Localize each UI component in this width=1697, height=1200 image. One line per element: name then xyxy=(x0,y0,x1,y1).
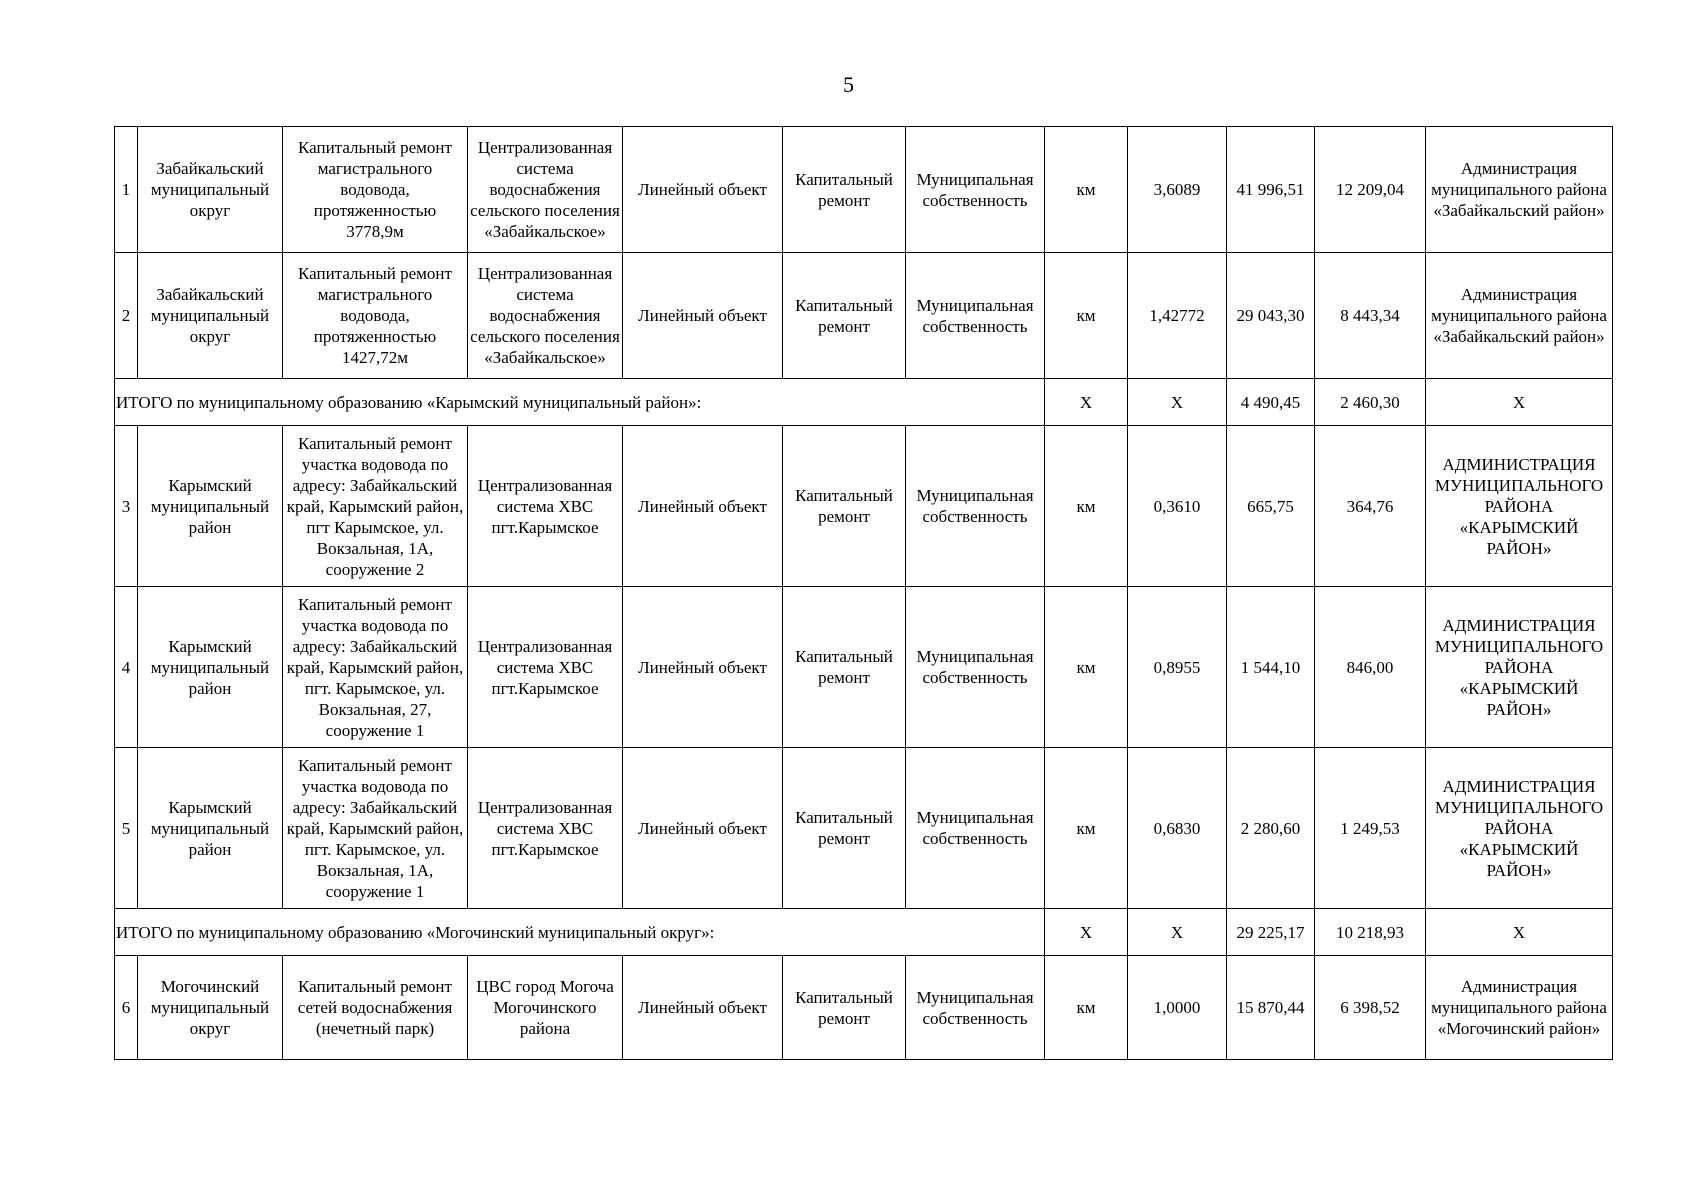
administration-cell: Администрация муниципального района «Могочинский район» xyxy=(1426,956,1613,1060)
municipality-cell: Карымский муниципальный район xyxy=(138,587,283,748)
cost-total-cell: 29 225,17 xyxy=(1227,909,1315,956)
ownership-cell: Муниципальная собственность xyxy=(906,587,1045,748)
table-row xyxy=(115,587,1613,748)
work-description-cell: Капитальный ремонт участка водовода по адресу: Забайкальский край, Карымский район, пгт. Карымское, ул. Вокзальная, 27, сооружение 1 xyxy=(283,587,468,748)
administration-cell: Х xyxy=(1426,909,1613,956)
administration-cell: АДМИНИСТРАЦИЯ МУНИЦИПАЛЬНОГО РАЙОНА «КАРЫМСКИЙ РАЙОН» xyxy=(1426,748,1613,909)
quantity-cell: Х xyxy=(1128,379,1227,426)
page-number: 5 xyxy=(843,72,854,97)
quantity-cell: Х xyxy=(1128,909,1227,956)
cost-share-cell: 364,76 xyxy=(1315,426,1426,587)
cost-share-cell: 6 398,52 xyxy=(1315,956,1426,1060)
object-type-cell: Линейный объект xyxy=(623,127,783,253)
work-description-cell: Капитальный ремонт сетей водоснабжения (нечетный парк) xyxy=(283,956,468,1060)
total-row xyxy=(115,379,1613,426)
unit-cell: Х xyxy=(1045,379,1128,426)
administration-cell: Администрация муниципального района «Забайкальский район» xyxy=(1426,127,1613,253)
repair-type-cell: Капитальный ремонт xyxy=(783,748,906,909)
cost-total-cell: 15 870,44 xyxy=(1227,956,1315,1060)
cost-share-cell: 8 443,34 xyxy=(1315,253,1426,379)
cost-share-cell: 2 460,30 xyxy=(1315,379,1426,426)
row-number: 1 xyxy=(115,127,138,253)
repair-type-cell: Капитальный ремонт xyxy=(783,127,906,253)
unit-cell: км xyxy=(1045,127,1128,253)
work-description-cell: Капитальный ремонт участка водовода по адресу: Забайкальский край, Карымский район, пгт Карымское, ул. Вокзальная, 1А, сооружение 2 xyxy=(283,426,468,587)
object-type-cell: Линейный объект xyxy=(623,748,783,909)
work-description-cell: Капитальный ремонт магистрального водовода, протяженностью 1427,72м xyxy=(283,253,468,379)
quantity-cell: 1,0000 xyxy=(1128,956,1227,1060)
object-type-cell: Линейный объект xyxy=(623,587,783,748)
municipality-cell: Забайкальский муниципальный округ xyxy=(138,253,283,379)
table-row xyxy=(115,426,1613,587)
cost-total-cell: 665,75 xyxy=(1227,426,1315,587)
table-row xyxy=(115,127,1613,253)
quantity-cell: 0,8955 xyxy=(1128,587,1227,748)
ownership-cell: Муниципальная собственность xyxy=(906,748,1045,909)
cost-total-cell: 2 280,60 xyxy=(1227,748,1315,909)
quantity-cell: 3,6089 xyxy=(1128,127,1227,253)
municipality-cell: Карымский муниципальный район xyxy=(138,426,283,587)
cost-share-cell: 1 249,53 xyxy=(1315,748,1426,909)
administration-cell: АДМИНИСТРАЦИЯ МУНИЦИПАЛЬНОГО РАЙОНА «КАРЫМСКИЙ РАЙОН» xyxy=(1426,587,1613,748)
object-type-cell: Линейный объект xyxy=(623,253,783,379)
object-type-cell: Линейный объект xyxy=(623,426,783,587)
total-row xyxy=(115,909,1613,956)
row-number: 4 xyxy=(115,587,138,748)
unit-cell: км xyxy=(1045,956,1128,1060)
table-row xyxy=(115,748,1613,909)
repair-type-cell: Капитальный ремонт xyxy=(783,426,906,587)
repair-type-cell: Капитальный ремонт xyxy=(783,253,906,379)
unit-cell: км xyxy=(1045,587,1128,748)
unit-cell: км xyxy=(1045,426,1128,587)
unit-cell: км xyxy=(1045,253,1128,379)
municipality-cell: Могочинский муниципальный округ xyxy=(138,956,283,1060)
row-number: 2 xyxy=(115,253,138,379)
unit-cell: Х xyxy=(1045,909,1128,956)
quantity-cell: 0,6830 xyxy=(1128,748,1227,909)
cost-share-cell: 10 218,93 xyxy=(1315,909,1426,956)
total-label: ИТОГО по муниципальному образованию «Карымский муниципальный район»: xyxy=(115,379,1045,426)
water-system-cell: Централизованная система ХВС пгт.Карымское xyxy=(468,587,623,748)
water-system-cell: Централизованная система ХВС пгт.Карымское xyxy=(468,748,623,909)
row-number: 6 xyxy=(115,956,138,1060)
administration-cell: Администрация муниципального района «Забайкальский район» xyxy=(1426,253,1613,379)
row-number: 5 xyxy=(115,748,138,909)
water-system-cell: Централизованная система водоснабжения сельского поселения «Забайкальское» xyxy=(468,253,623,379)
cost-total-cell: 4 490,45 xyxy=(1227,379,1315,426)
total-label: ИТОГО по муниципальному образованию «Могочинский муниципальный округ»: xyxy=(115,909,1045,956)
repair-objects-table xyxy=(114,126,1613,1060)
administration-cell: АДМИНИСТРАЦИЯ МУНИЦИПАЛЬНОГО РАЙОНА «КАРЫМСКИЙ РАЙОН» xyxy=(1426,426,1613,587)
ownership-cell: Муниципальная собственность xyxy=(906,426,1045,587)
work-description-cell: Капитальный ремонт участка водовода по адресу: Забайкальский край, Карымский район, пгт. Карымское, ул. Вокзальная, 1А, сооружение 1 xyxy=(283,748,468,909)
ownership-cell: Муниципальная собственность xyxy=(906,956,1045,1060)
cost-total-cell: 29 043,30 xyxy=(1227,253,1315,379)
quantity-cell: 0,3610 xyxy=(1128,426,1227,587)
municipality-cell: Забайкальский муниципальный округ xyxy=(138,127,283,253)
water-system-cell: Централизованная система водоснабжения сельского поселения «Забайкальское» xyxy=(468,127,623,253)
cost-total-cell: 41 996,51 xyxy=(1227,127,1315,253)
table-row xyxy=(115,253,1613,379)
cost-total-cell: 1 544,10 xyxy=(1227,587,1315,748)
municipality-cell: Карымский муниципальный район xyxy=(138,748,283,909)
quantity-cell: 1,42772 xyxy=(1128,253,1227,379)
repair-type-cell: Капитальный ремонт xyxy=(783,587,906,748)
row-number: 3 xyxy=(115,426,138,587)
object-type-cell: Линейный объект xyxy=(623,956,783,1060)
water-system-cell: ЦВС город Могоча Могочинского района xyxy=(468,956,623,1060)
table-row xyxy=(115,956,1613,1060)
cost-share-cell: 12 209,04 xyxy=(1315,127,1426,253)
ownership-cell: Муниципальная собственность xyxy=(906,253,1045,379)
repair-type-cell: Капитальный ремонт xyxy=(783,956,906,1060)
unit-cell: км xyxy=(1045,748,1128,909)
work-description-cell: Капитальный ремонт магистрального водовода, протяженностью 3778,9м xyxy=(283,127,468,253)
administration-cell: Х xyxy=(1426,379,1613,426)
ownership-cell: Муниципальная собственность xyxy=(906,127,1045,253)
cost-share-cell: 846,00 xyxy=(1315,587,1426,748)
water-system-cell: Централизованная система ХВС пгт.Карымское xyxy=(468,426,623,587)
